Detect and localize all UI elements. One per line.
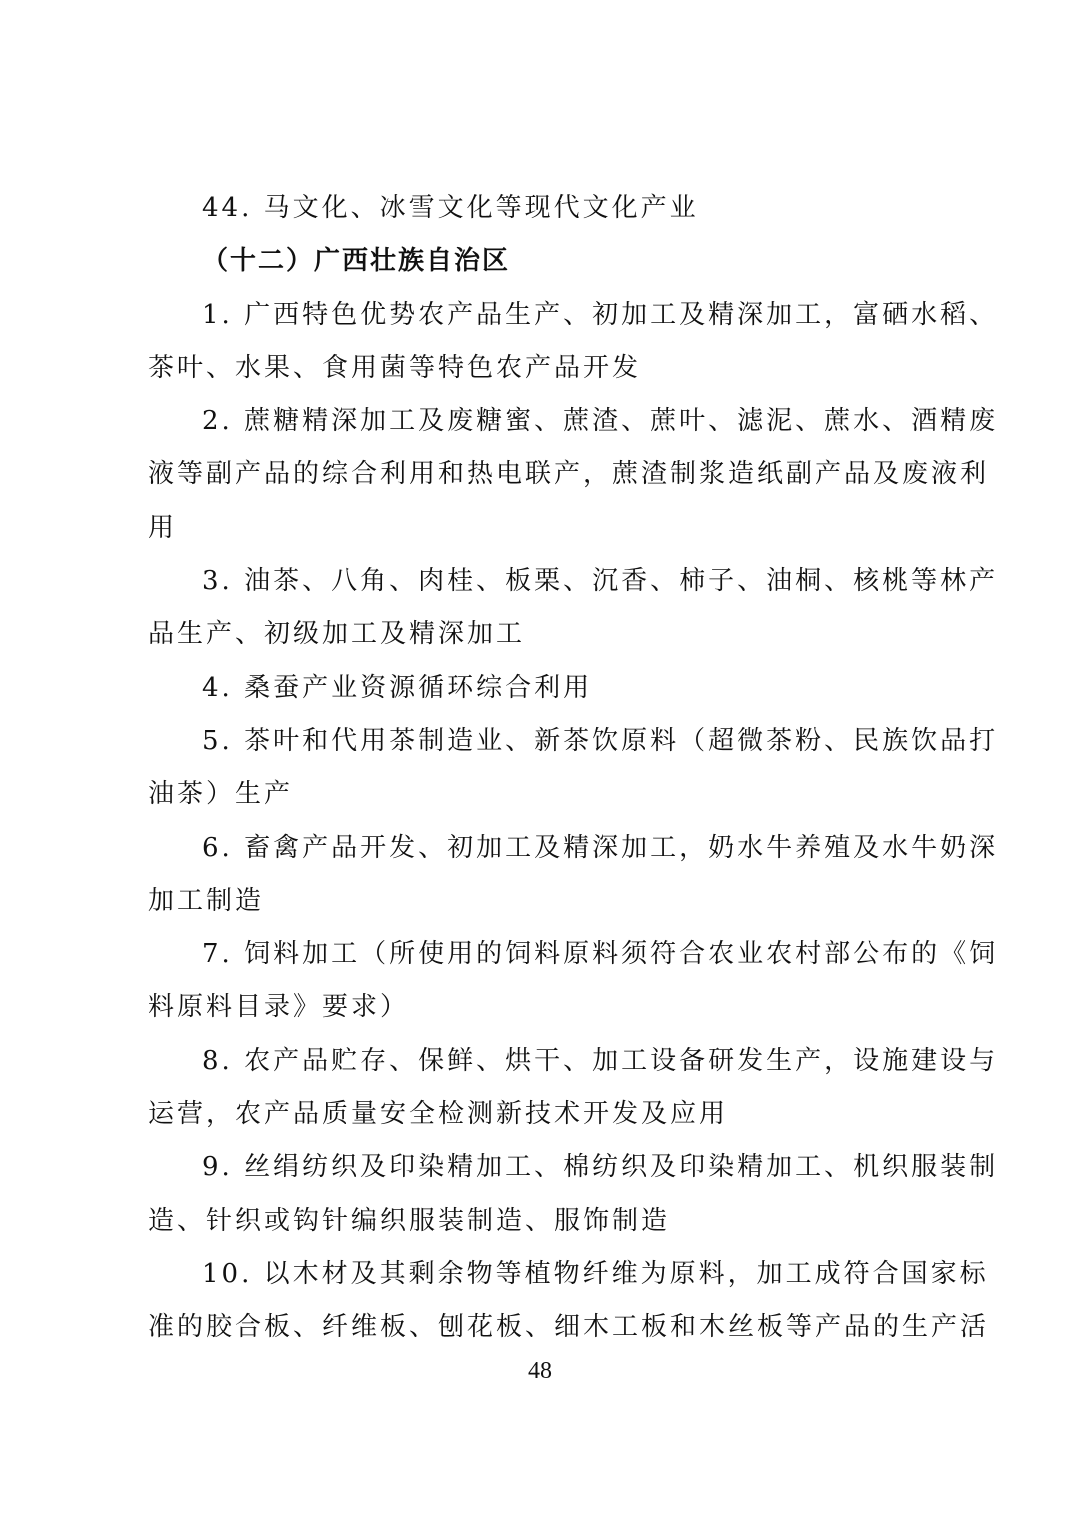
list-item-6-line-2: 加工制造	[148, 885, 265, 916]
list-item-10-line-1: 10. 以木材及其剩余物等植物纤维为原料，加工成符合国家标	[202, 1258, 989, 1289]
list-item-44: 44. 马文化、冰雪文化等现代文化产业	[202, 193, 699, 223]
page-number: 48	[528, 1358, 552, 1384]
list-item-7-line-2: 料原料目录》要求）	[148, 992, 410, 1023]
list-item-2-line-3: 用	[148, 512, 178, 543]
document-body	[148, 182, 999, 1355]
list-item-9-line-1: 9. 丝绢纺织及印染精加工、棉纺织及印染精加工、机织服装制	[202, 1152, 999, 1183]
section-heading-guangxi: （十二）广西壮族自治区	[202, 246, 511, 277]
list-item-4: 4. 桑蚕产业资源循环综合利用	[202, 672, 593, 703]
list-item-3-line-1: 3. 油茶、八角、肉桂、板栗、沉香、柿子、油桐、核桃等林产	[202, 566, 999, 597]
list-item-2-line-1: 2. 蔗糖精深加工及废糖蜜、蔗渣、蔗叶、滤泥、蔗水、酒精废	[202, 406, 999, 437]
list-item-8-line-1: 8. 农产品贮存、保鲜、烘干、加工设备研发生产，设施建设与	[202, 1045, 999, 1076]
list-item-7-line-1: 7. 饲料加工（所使用的饲料原料须符合农业农村部公布的《饲	[202, 939, 999, 970]
list-item-1-line-1: 1. 广西特色优势农产品生产、初加工及精深加工，富硒水稻、	[202, 299, 999, 330]
list-item-5-line-2: 油茶）生产	[148, 779, 294, 810]
list-item-2-line-2: 液等副产品的综合利用和热电联产，蔗渣制浆造纸副产品及废液利	[148, 459, 990, 490]
list-item-1-line-2: 茶叶、水果、食用菌等特色农产品开发	[148, 352, 642, 383]
list-item-8-line-2: 运营，农产品质量安全检测新技术开发及应用	[148, 1099, 729, 1130]
list-item-5-line-1: 5. 茶叶和代用茶制造业、新茶饮原料（超微茶粉、民族饮品打	[202, 725, 999, 756]
list-item-10-line-2: 准的胶合板、纤维板、刨花板、细木工板和木丝板等产品的生产活	[148, 1312, 990, 1343]
list-item-6-line-1: 6. 畜禽产品开发、初加工及精深加工，奶水牛养殖及水牛奶深	[202, 832, 999, 863]
list-item-9-line-2: 造、针织或钩针编织服装制造、服饰制造	[148, 1205, 671, 1236]
list-item-3-line-2: 品生产、初级加工及精深加工	[148, 619, 526, 650]
